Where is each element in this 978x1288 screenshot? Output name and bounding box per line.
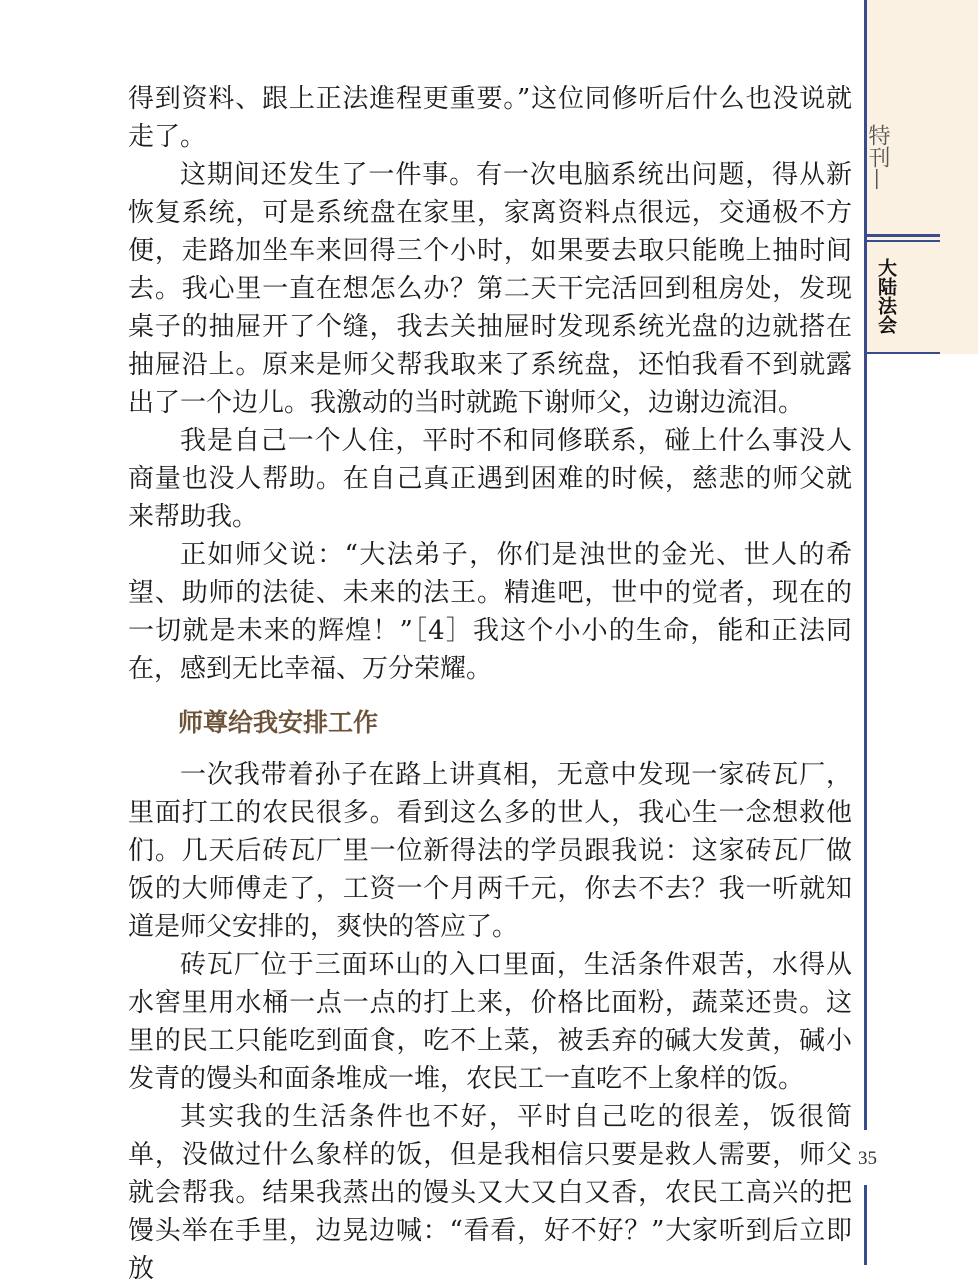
tab-section-label: 特刊— [865, 124, 890, 190]
article-body [128, 80, 852, 1288]
page-number: 35 [858, 1148, 877, 1169]
paragraph: 其实我的生活条件也不好，平时自己吃的很差，饭很简单，没做过什么象样的饭，但是我相信只要是救人需要，师父就会帮我。结果我蒸出的馒头又大又白又香，农民工高兴的把馒头举在手里，边晃边喊：“看看，好不好？”大家听到后立即放 [128, 1102, 852, 1284]
tab-divider [867, 234, 940, 237]
side-rule-bottom [864, 1185, 867, 1265]
paragraph: 这期间还发生了一件事。有一次电脑系统出问题，得从新恢复系统，可是系统盘在家里，家离资料点很远，交通极不方便，走路加坐车来回得三个小时，如果要去取只能晚上抽时间去。我心里一直在想怎么办？第二天干完活回到租房处，发现桌子的抽屉开了个缝，我去关抽屉时发现系统光盘的边就搭在抽屉沿上。原来是师父帮我取来了系统盘，还怕我看不到就露出了一个边儿。我激动的当时就跪下谢师父，边谢边流泪。 [128, 160, 852, 418]
paragraph: 我是自己一个人住，平时不和同修联系，碰上什么事没人商量也没人帮助。在自己真正遇到困难的时候，慈悲的师父就来帮助我。 [128, 426, 852, 532]
paragraph: 正如师父说：“大法弟子，你们是浊世的金光、世人的希望、助师的法徒、未来的法王。精進吧，世中的觉者，现在的一切就是未来的辉煌！”［4］我这个小小的生命，能和正法同在，感到无比幸福、万分荣耀。 [128, 540, 852, 684]
tab-section-title: 大陆法会 [875, 258, 897, 334]
tab-bottom-rule [867, 352, 940, 354]
section-heading: 师尊给我安排工作 [178, 708, 379, 737]
tab-divider-thin [867, 240, 940, 242]
paragraph: 一次我带着孙子在路上讲真相，无意中发现一家砖瓦厂，里面打工的农民很多。看到这么多的世人，我心生一念想救他们。几天后砖瓦厂里一位新得法的学员跟我说：这家砖瓦厂做饭的大师傅走了，工资一个月两千元，你去不去？我一听就知道是师父安排的，爽快的答应了。 [128, 760, 852, 942]
paragraph: 砖瓦厂位于三面环山的入口里面，生活条件艰苦，水得从水窖里用水桶一点一点的打上来，价格比面粉，蔬菜还贵。这里的民工只能吃到面食，吃不上菜，被丢弃的碱大发黄，碱小发青的馒头和面条堆成一堆，农民工一直吃不上象样的饭。 [128, 950, 852, 1094]
paragraph-continuation: 得到资料、跟上正法進程更重要。”这位同修听后什么也没说就走了。 [128, 84, 852, 152]
